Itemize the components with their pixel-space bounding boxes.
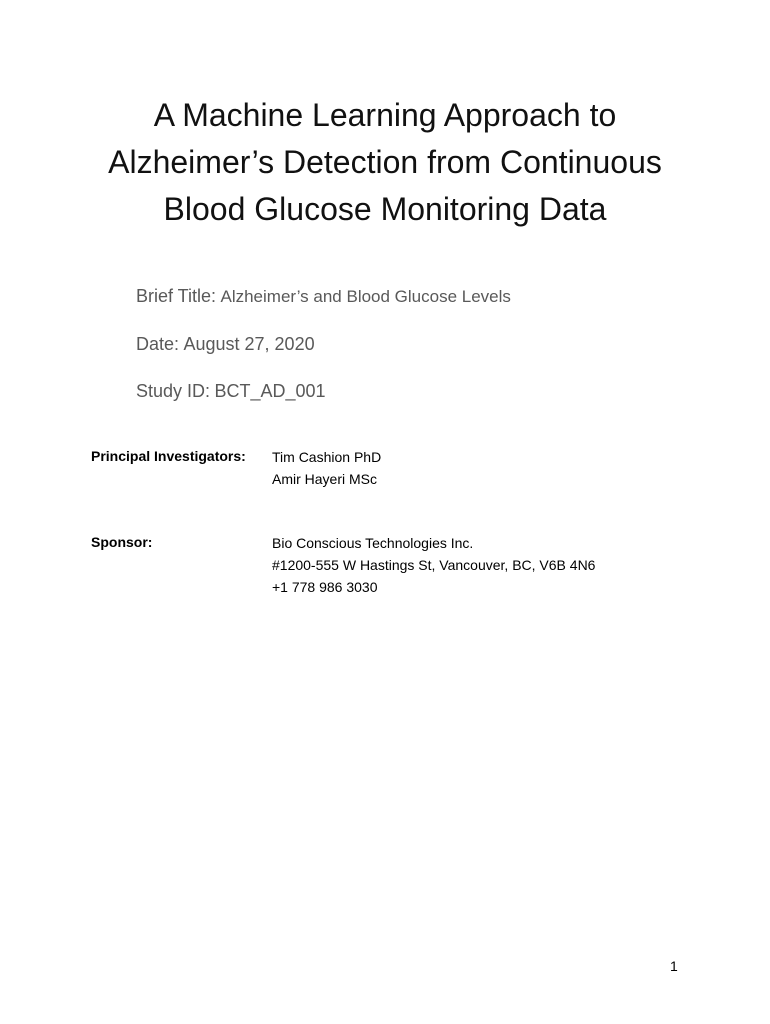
brief-title-label: Brief Title: [136,286,217,306]
title-line-3: Blood Glucose Monitoring Data [163,191,607,227]
principal-investigators-label: Principal Investigators: [91,448,246,464]
sponsor-details [272,532,595,598]
study-id-value: BCT_AD_001 [214,381,326,401]
sponsor-name: Bio Conscious Technologies Inc. [272,535,474,551]
document-title [60,92,710,233]
sponsor-phone: +1 778 986 3030 [272,579,378,595]
title-line-2: Alzheimer’s Detection from Continuous [108,144,662,180]
brief-title-line [136,286,511,307]
study-id-label: Study ID: [136,381,211,401]
principal-investigators-list [272,446,381,490]
date-label: Date: [136,334,180,354]
title-line-1: A Machine Learning Approach to [153,97,617,133]
study-id-line [136,381,326,402]
date-line [136,334,315,355]
investigator-name: Amir Hayeri MSc [272,471,378,487]
sponsor-label: Sponsor: [91,534,153,550]
investigator-name: Tim Cashion PhD [272,449,382,465]
date-value: August 27, 2020 [183,334,315,354]
brief-title-value: Alzheimer’s and Blood Glucose Levels [220,287,511,306]
sponsor-address: #1200-555 W Hastings St, Vancouver, BC, V6B 4N6 [272,557,596,573]
page-number: 1 [670,958,678,974]
